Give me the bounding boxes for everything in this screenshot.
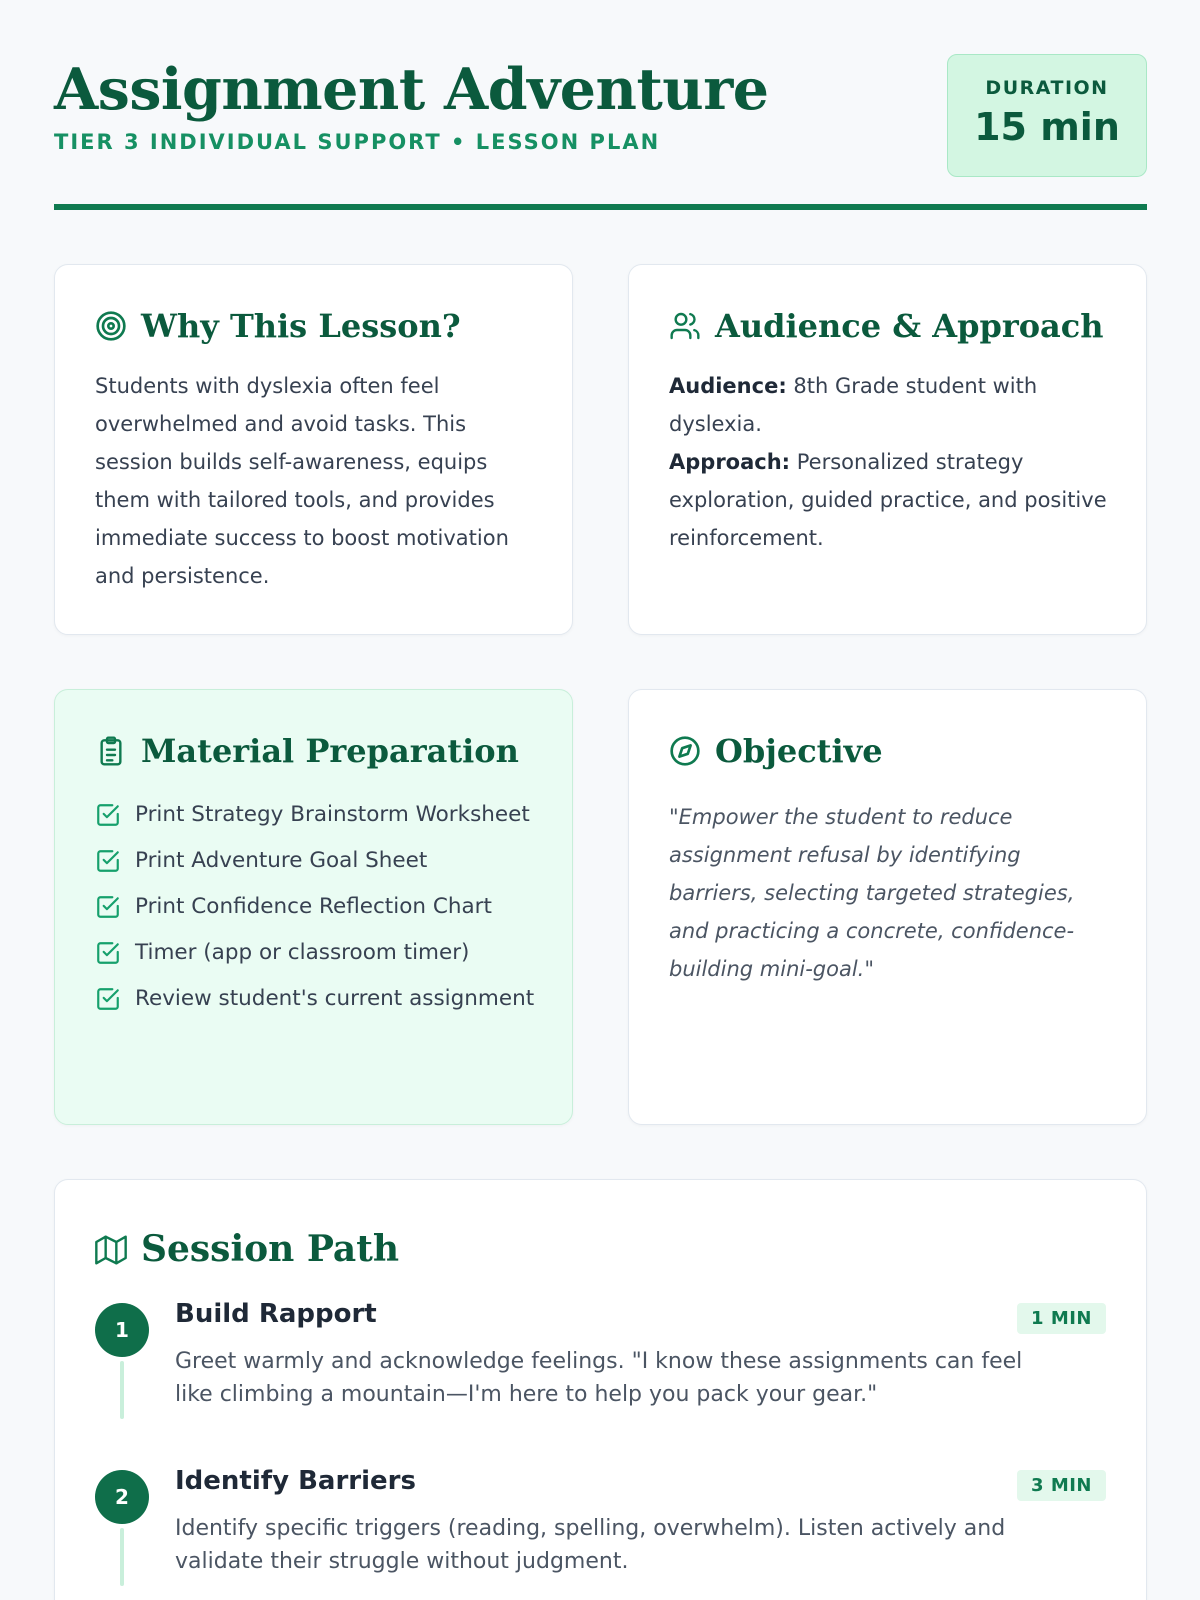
list-item <box>95 982 542 1015</box>
step-duration-badge: 1 MIN <box>1017 1303 1106 1334</box>
check-square-icon <box>95 802 121 828</box>
map-icon <box>95 1233 127 1265</box>
why-lesson-card <box>54 264 573 635</box>
duration-value: 15 min <box>974 105 1120 149</box>
material-item-text: Timer (app or classroom timer) <box>135 940 470 965</box>
list-item <box>95 936 542 969</box>
page-header <box>54 0 1147 210</box>
session-path-title: Session Path <box>141 1228 400 1270</box>
audience-line <box>669 367 1112 443</box>
check-square-icon <box>95 848 121 874</box>
session-path-heading <box>95 1228 399 1270</box>
clipboard-icon <box>95 735 127 767</box>
duration-label: DURATION <box>985 77 1109 99</box>
users-icon <box>669 310 701 342</box>
audience-approach-body <box>669 367 1112 557</box>
approach-label: Approach: <box>669 450 791 474</box>
objective-card <box>628 689 1147 1125</box>
audience-approach-title: Audience & Approach <box>715 307 1104 345</box>
audience-approach-card <box>628 264 1147 635</box>
material-item-text: Print Strategy Brainstorm Worksheet <box>135 802 530 827</box>
list-item <box>95 890 542 923</box>
audience-approach-heading <box>669 307 1104 345</box>
step-connector <box>120 1528 124 1586</box>
session-path-card <box>54 1179 1147 1600</box>
check-square-icon <box>95 986 121 1012</box>
material-item-text: Print Confidence Reflection Chart <box>135 894 492 919</box>
materials-checklist <box>95 798 542 1028</box>
step-title: Identify Barriers <box>175 1466 416 1496</box>
step-duration-badge: 3 MIN <box>1017 1470 1106 1501</box>
step-description: Identify specific triggers (reading, spelling, overwhelm). Listen actively and validate their struggle without judgment. <box>175 1516 1006 1574</box>
approach-text: Personalized strategy exploration, guided practice, and positive reinforcement. <box>669 450 1107 550</box>
list-item <box>95 798 542 831</box>
check-square-icon <box>95 940 121 966</box>
objective-heading <box>669 732 883 770</box>
step-title: Build Rapport <box>175 1299 377 1329</box>
check-square-icon <box>95 894 121 920</box>
approach-line <box>669 443 1112 557</box>
header-divider <box>54 204 1147 210</box>
page-title: Assignment Adventure <box>54 56 769 123</box>
material-preparation-heading <box>95 732 519 770</box>
why-lesson-title: Why This Lesson? <box>141 307 461 345</box>
step-number: 1 <box>95 1303 149 1357</box>
why-lesson-body: Students with dyslexia often feel overwhelmed and avoid tasks. This session builds self-awareness, equips them with tailored tools, and provides immediate success to boost motivation and persistence. <box>95 374 509 588</box>
material-preparation-title: Material Preparation <box>141 732 519 770</box>
material-item-text: Print Adventure Goal Sheet <box>135 848 428 873</box>
audience-text: 8th Grade student with dyslexia. <box>669 374 1038 436</box>
material-item-text: Review student's current assignment <box>135 986 535 1011</box>
step-description: Greet warmly and acknowledge feelings. "I know these assignments can feel like climbing a mountain—I'm here to help you pack your gear." <box>175 1349 1023 1407</box>
audience-label: Audience: <box>669 374 787 398</box>
why-lesson-heading <box>95 307 461 345</box>
step-number: 2 <box>95 1470 149 1524</box>
target-icon <box>95 310 127 342</box>
page-subtitle: TIER 3 INDIVIDUAL SUPPORT • LESSON PLAN <box>54 130 661 154</box>
step-connector <box>120 1361 124 1419</box>
list-item <box>95 844 542 877</box>
objective-title: Objective <box>715 732 883 770</box>
objective-quote: "Empower the student to reduce assignment refusal by identifying barriers, selecting targeted strategies, and practicing a concrete, confidence-building mini-goal." <box>669 805 1075 981</box>
material-preparation-card <box>54 689 573 1125</box>
compass-icon <box>669 735 701 767</box>
duration-badge <box>947 54 1147 177</box>
